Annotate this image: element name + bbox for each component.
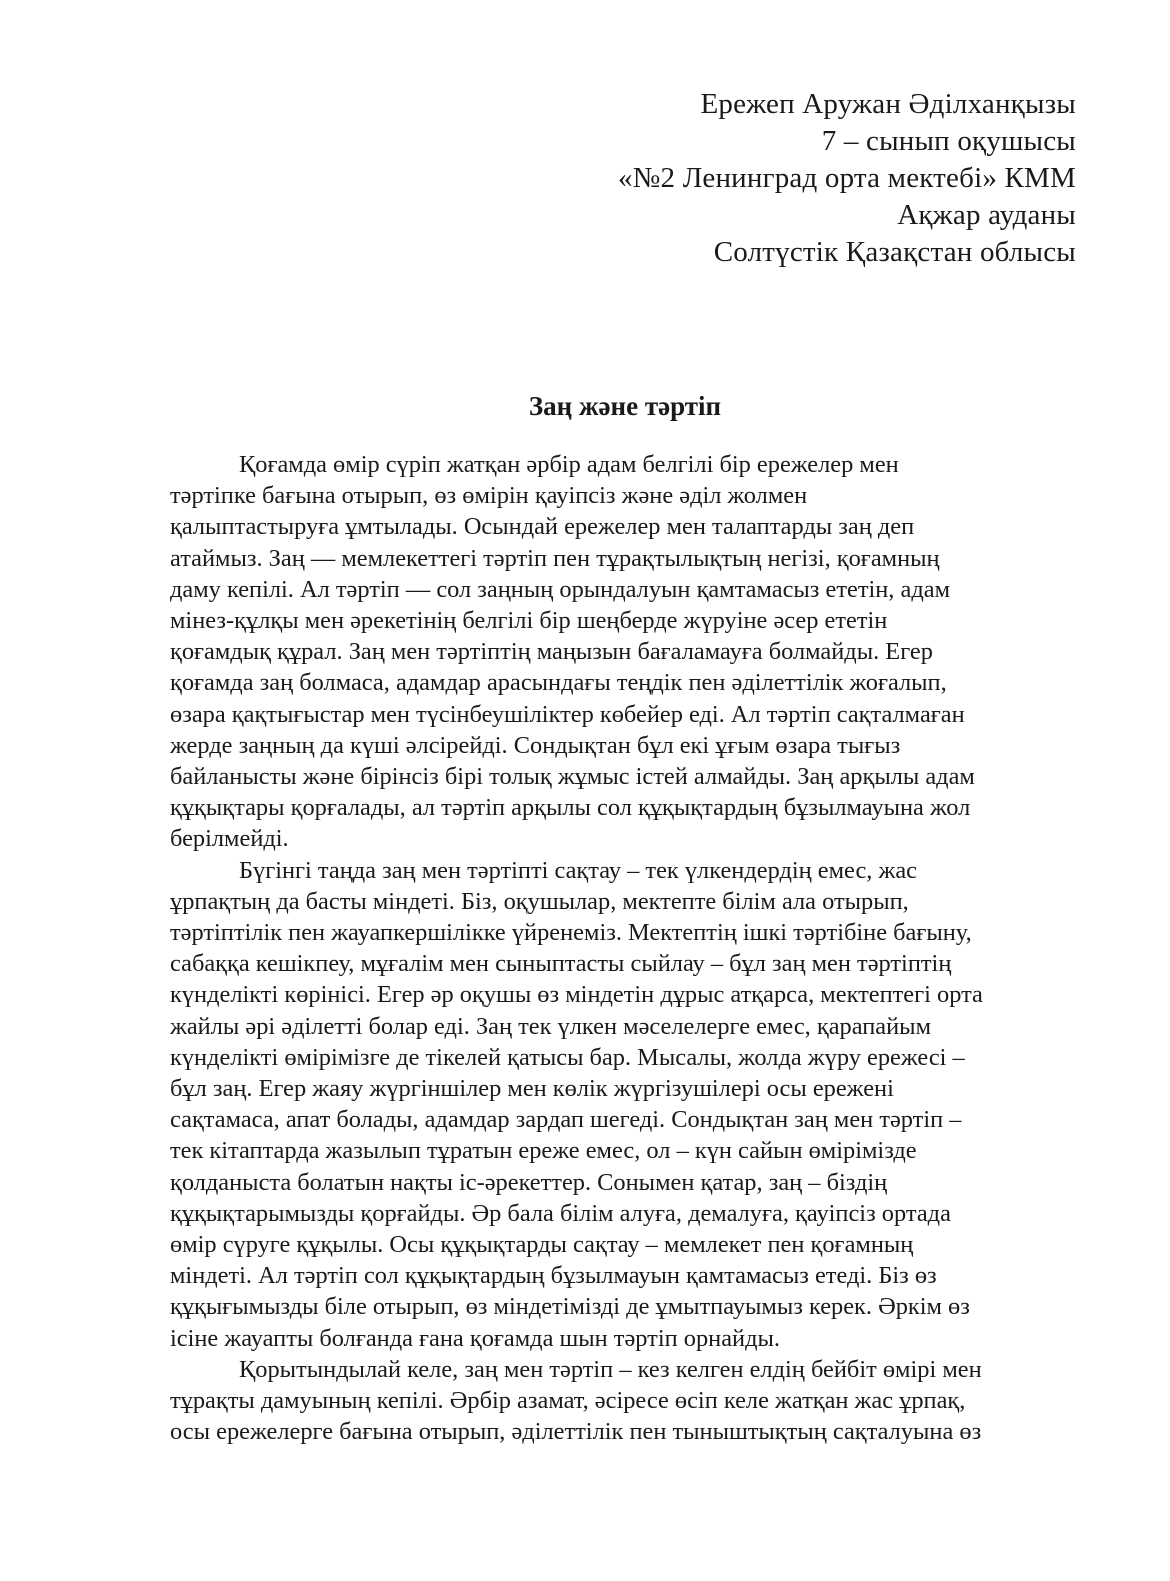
text-line: атаймыз. Заң — мемлекеттегі тәртіп пен тұрақтылықтың негізі, қоғамның <box>170 544 940 572</box>
text-line: өзара қақтығыстар мен түсінбеушіліктер көбейер еді. Ал тәртіп сақталмаған <box>170 700 965 728</box>
text-line: өмір сүруге құқылы. Осы құқықтарды сақтау – мемлекет пен қоғамның <box>170 1231 914 1259</box>
text-line: қалыптастыруға ұмтылады. Осындай ережелер мен талаптарды заң деп <box>170 513 915 541</box>
text-line: берілмейді. <box>170 825 289 853</box>
author-district: Ақжар ауданы <box>897 199 1076 231</box>
text-line: құқықтарымызды қорғайды. Әр бала білім алуға, демалуға, қауіпсіз ортада <box>170 1199 951 1227</box>
text-line: бұл заң. Егер жаяу жүргіншілер мен көлік жүргізушілері осы ережені <box>170 1075 894 1103</box>
text-line: даму кепілі. Ал тәртіп — сол заңның орындалуын қамтамасыз ететін, адам <box>170 575 950 603</box>
text-line: тек кітаптарда жазылып тұратын ереже емес, ол – күн сайын өмірімізде <box>170 1137 917 1165</box>
text-line: жайлы әрі әділетті болар еді. Заң тек үлкен мәселелерге емес, қарапайым <box>170 1012 932 1040</box>
paragraph-1 <box>170 449 1088 855</box>
text-line: сақтамаса, апат болады, адамдар зардап шегеді. Сондықтан заң мен тәртіп – <box>170 1106 962 1134</box>
author-name: Ережеп Аружан Әділханқызы <box>700 88 1076 120</box>
text-line: мінез-құлқы мен әрекетінің белгілі бір шеңберде жүруіне әсер ететін <box>170 607 888 635</box>
text-line: тәртіпке бағына отырып, өз өмірін қауіпсіз және әділ жолмен <box>170 482 808 510</box>
text-line: құқықтары қорғалады, ал тәртіп арқылы сол құқықтардың бұзылмауына жол <box>170 794 971 822</box>
author-grade: 7 – сынып оқушысы <box>821 125 1076 157</box>
text-line: тәртіптілік пен жауапкершілікке үйренеміз. Мектептің ішкі тәртібіне бағыну, <box>170 919 972 947</box>
author-region: Солтүстік Қазақстан облысы <box>713 236 1076 268</box>
text-line: қолданыста болатын нақты іс-әрекеттер. Сонымен қатар, заң – біздің <box>170 1168 888 1196</box>
text-line: жерде заңның да күші әлсірейді. Сондықтан бұл екі ұғым өзара тығыз <box>170 731 901 759</box>
text-line: қоғамда заң болмаса, адамдар арасындағы теңдік пен әділеттілік жоғалып, <box>170 669 947 697</box>
text-line: тұрақты дамуының кепілі. Әрбір азамат, әсіресе өсіп келе жатқан жас ұрпақ, <box>170 1387 966 1415</box>
text-line: күнделікті өмірімізге де тікелей қатысы бар. Мысалы, жолда жүру ережесі – <box>170 1043 965 1071</box>
paragraph-2 <box>170 855 1088 1354</box>
essay-body <box>170 449 1088 1448</box>
paragraph-3 <box>170 1354 1088 1448</box>
text-line: ісіне жауапты болғанда ғана қоғамда шын тәртіп орнайды. <box>170 1324 780 1352</box>
text-line: Қоғамда өмір сүріп жатқан әрбір адам белгілі бір ережелер мен <box>239 451 899 478</box>
text-line: күнделікті көрінісі. Егер әр оқушы өз міндетін дұрыс атқарса, мектептегі орта <box>170 981 983 1009</box>
text-line: Бүгінгі таңда заң мен тәртіпті сақтау – тек үлкендердің емес, жас <box>239 856 917 884</box>
text-line: байланысты және бірінсіз бірі толық жұмыс істей алмайды. Заң арқылы адам <box>170 763 975 791</box>
text-line: қоғамдық құрал. Заң мен тәртіптің маңызын бағаламауға болмайды. Егер <box>170 638 933 666</box>
text-line: құқығымызды біле отырып, өз міндетімізді де ұмытпауымыз керек. Әркім өз <box>170 1293 970 1321</box>
text-line: Қорытындылай келе, заң мен тәртіп – кез келген елдің бейбіт өмірі мен <box>239 1355 982 1383</box>
author-info <box>376 86 1076 271</box>
text-line: осы ережелерге бағына отырып, әділеттілік пен тыныштықтың сақталуына өз <box>170 1418 982 1446</box>
text-line: міндеті. Ал тәртіп сол құқықтардың бұзылмауын қамтамасыз етеді. Біз өз <box>170 1262 937 1290</box>
text-line: сабаққа кешікпеу, мұғалім мен сыныптасты сыйлау – бұл заң мен тәртіптің <box>170 950 952 978</box>
essay-title: Заң және тәртіп <box>528 391 722 421</box>
text-line: ұрпақтың да басты міндеті. Біз, оқушылар, мектепте білім ала отырып, <box>170 887 909 915</box>
author-school: «№2 Ленинград орта мектебі» КММ <box>617 162 1076 194</box>
